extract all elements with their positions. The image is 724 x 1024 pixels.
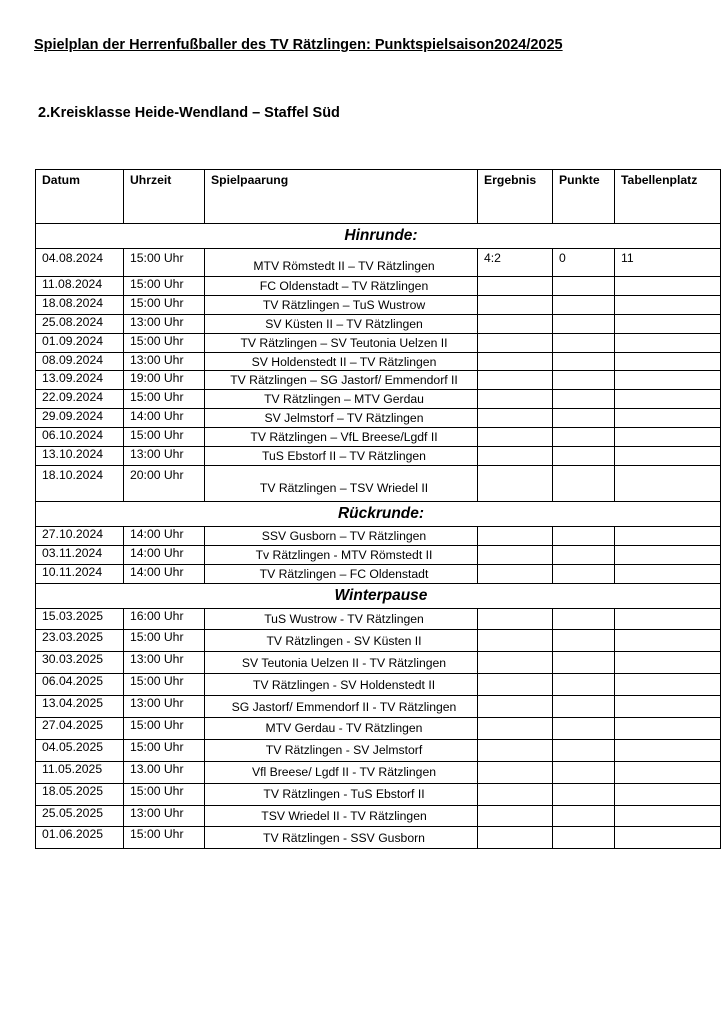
cell-result [478,783,553,805]
cell-match: TV Rätzlingen – VfL Breese/Lgdf II [205,428,478,447]
cell-time: 15:00 Uhr [124,630,205,652]
cell-match: TV Rätzlingen - SSV Gusborn [205,827,478,849]
table-row [36,674,721,696]
cell-place [615,739,721,761]
cell-place [615,718,721,740]
cell-date: 18.08.2024 [36,295,124,314]
cell-time: 15:00 Uhr [124,827,205,849]
col-header-result: Ergebnis [478,170,553,224]
schedule-body [36,224,721,849]
cell-points [553,718,615,740]
cell-place [615,314,721,333]
cell-date: 08.09.2024 [36,352,124,371]
col-header-date: Datum [36,170,124,224]
cell-time: 13:00 Uhr [124,447,205,466]
table-row [36,428,721,447]
col-header-points: Punkte [553,170,615,224]
cell-points [553,409,615,428]
header-row [36,170,721,224]
cell-date: 27.10.2024 [36,526,124,545]
cell-date: 29.09.2024 [36,409,124,428]
section-header-row [36,501,721,526]
table-row [36,564,721,583]
cell-place [615,333,721,352]
cell-date: 27.04.2025 [36,718,124,740]
cell-date: 13.04.2025 [36,696,124,718]
cell-place: 11 [615,249,721,277]
cell-points [553,333,615,352]
cell-result [478,630,553,652]
cell-points [553,761,615,783]
cell-match: TV Rätzlingen - SV Holdenstedt II [205,674,478,696]
cell-date: 25.05.2025 [36,805,124,827]
table-row [36,739,721,761]
cell-match: Vfl Breese/ Lgdf II - TV Rätzlingen [205,761,478,783]
cell-result [478,696,553,718]
table-row [36,827,721,849]
table-row [36,783,721,805]
section-title: Rückrunde: [36,501,721,526]
cell-result [478,761,553,783]
cell-date: 22.09.2024 [36,390,124,409]
cell-date: 15.03.2025 [36,608,124,630]
cell-place [615,295,721,314]
table-row [36,696,721,718]
cell-time: 15:00 Uhr [124,739,205,761]
cell-points [553,526,615,545]
cell-points [553,608,615,630]
cell-points [553,295,615,314]
cell-date: 25.08.2024 [36,314,124,333]
cell-match: TV Rätzlingen – SG Jastorf/ Emmendorf II [205,371,478,390]
section-header-row [36,583,721,608]
cell-result [478,739,553,761]
cell-date: 13.09.2024 [36,371,124,390]
table-row [36,371,721,390]
cell-place [615,696,721,718]
cell-result [478,545,553,564]
cell-result [478,526,553,545]
cell-points [553,371,615,390]
cell-result [478,564,553,583]
cell-time: 19:00 Uhr [124,371,205,390]
cell-time: 15:00 Uhr [124,674,205,696]
cell-result [478,314,553,333]
cell-match: TuS Ebstorf II – TV Rätzlingen [205,447,478,466]
cell-result [478,652,553,674]
cell-result [478,447,553,466]
table-row [36,718,721,740]
cell-place [615,277,721,296]
table-row [36,277,721,296]
table-row [36,652,721,674]
cell-result [478,718,553,740]
cell-points [553,447,615,466]
cell-result [478,352,553,371]
cell-place [615,652,721,674]
cell-match: MTV Gerdau - TV Rätzlingen [205,718,478,740]
cell-time: 15:00 Uhr [124,428,205,447]
cell-date: 04.08.2024 [36,249,124,277]
cell-place [615,526,721,545]
table-row [36,409,721,428]
cell-result [478,465,553,501]
cell-time: 15:00 Uhr [124,295,205,314]
cell-result [478,390,553,409]
cell-date: 03.11.2024 [36,545,124,564]
cell-date: 23.03.2025 [36,630,124,652]
cell-match: TV Rätzlingen – TSV Wriedel II [205,465,478,501]
cell-place [615,630,721,652]
table-row [36,526,721,545]
cell-time: 15:00 Uhr [124,277,205,296]
cell-place [615,783,721,805]
cell-points [553,783,615,805]
cell-place [615,447,721,466]
cell-result [478,295,553,314]
cell-match: TuS Wustrow - TV Rätzlingen [205,608,478,630]
cell-date: 01.06.2025 [36,827,124,849]
table-row [36,761,721,783]
cell-time: 15:00 Uhr [124,249,205,277]
cell-points [553,390,615,409]
section-header-row [36,224,721,249]
cell-match: MTV Römstedt II – TV Rätzlingen [205,249,478,277]
cell-time: 15:00 Uhr [124,333,205,352]
cell-match: TV Rätzlingen - SV Jelmstorf [205,739,478,761]
cell-time: 15:00 Uhr [124,718,205,740]
col-header-match: Spielpaarung [205,170,478,224]
cell-place [615,761,721,783]
cell-match: FC Oldenstadt – TV Rätzlingen [205,277,478,296]
cell-place [615,465,721,501]
cell-time: 14:00 Uhr [124,409,205,428]
cell-result [478,674,553,696]
cell-match: TV Rätzlingen - SV Küsten II [205,630,478,652]
cell-date: 06.04.2025 [36,674,124,696]
cell-place [615,352,721,371]
cell-match: TV Rätzlingen – FC Oldenstadt [205,564,478,583]
cell-date: 18.05.2025 [36,783,124,805]
schedule-table [35,169,721,849]
cell-time: 13:00 Uhr [124,805,205,827]
cell-points [553,564,615,583]
cell-match: TV Rätzlingen - TuS Ebstorf II [205,783,478,805]
col-header-place: Tabellenplatz [615,170,721,224]
cell-points [553,805,615,827]
col-header-time: Uhrzeit [124,170,205,224]
cell-place [615,545,721,564]
cell-match: SV Küsten II – TV Rätzlingen [205,314,478,333]
table-row [36,333,721,352]
cell-place [615,674,721,696]
table-row [36,465,721,501]
section-title: Hinrunde: [36,224,721,249]
cell-points [553,314,615,333]
cell-match: SV Teutonia Uelzen II - TV Rätzlingen [205,652,478,674]
table-row [36,295,721,314]
cell-match: TV Rätzlingen – TuS Wustrow [205,295,478,314]
cell-date: 01.09.2024 [36,333,124,352]
document-title: Spielplan der Herrenfußballer des TV Rätzlingen: Punktspielsaison2024/2025 [34,37,563,53]
cell-date: 04.05.2025 [36,739,124,761]
cell-points [553,652,615,674]
cell-time: 13.00 Uhr [124,761,205,783]
cell-time: 14:00 Uhr [124,526,205,545]
cell-match: Tv Rätzlingen - MTV Römstedt II [205,545,478,564]
cell-date: 11.08.2024 [36,277,124,296]
table-row [36,805,721,827]
cell-result [478,409,553,428]
table-row [36,314,721,333]
table-row [36,249,721,277]
cell-points [553,739,615,761]
cell-date: 18.10.2024 [36,465,124,501]
cell-place [615,564,721,583]
cell-place [615,805,721,827]
cell-points [553,696,615,718]
cell-place [615,428,721,447]
table-row [36,630,721,652]
cell-time: 13:00 Uhr [124,696,205,718]
cell-time: 20:00 Uhr [124,465,205,501]
league-subtitle: 2.Kreisklasse Heide-Wendland – Staffel Süd [38,105,340,121]
cell-date: 06.10.2024 [36,428,124,447]
cell-points [553,428,615,447]
cell-time: 14:00 Uhr [124,564,205,583]
cell-result [478,428,553,447]
cell-result [478,277,553,296]
cell-points [553,630,615,652]
cell-match: TV Rätzlingen – MTV Gerdau [205,390,478,409]
cell-result [478,608,553,630]
cell-time: 16:00 Uhr [124,608,205,630]
cell-points [553,827,615,849]
cell-result [478,805,553,827]
cell-date: 30.03.2025 [36,652,124,674]
table-row [36,608,721,630]
table-row [36,545,721,564]
cell-result [478,827,553,849]
cell-match: SSV Gusborn – TV Rätzlingen [205,526,478,545]
cell-date: 11.05.2025 [36,761,124,783]
table-row [36,390,721,409]
cell-match: SV Jelmstorf – TV Rätzlingen [205,409,478,428]
cell-place [615,371,721,390]
cell-time: 15:00 Uhr [124,783,205,805]
cell-result [478,333,553,352]
cell-time: 13:00 Uhr [124,352,205,371]
table-row [36,352,721,371]
table-row [36,447,721,466]
cell-time: 13:00 Uhr [124,652,205,674]
cell-match: SG Jastorf/ Emmendorf II - TV Rätzlingen [205,696,478,718]
cell-points: 0 [553,249,615,277]
cell-result [478,371,553,390]
cell-place [615,827,721,849]
cell-points [553,545,615,564]
cell-points [553,465,615,501]
cell-place [615,608,721,630]
cell-points [553,674,615,696]
cell-points [553,352,615,371]
cell-time: 15:00 Uhr [124,390,205,409]
cell-points [553,277,615,296]
cell-date: 13.10.2024 [36,447,124,466]
cell-date: 10.11.2024 [36,564,124,583]
section-title: Winterpause [36,583,721,608]
cell-place [615,390,721,409]
cell-match: TV Rätzlingen – SV Teutonia Uelzen II [205,333,478,352]
cell-time: 13:00 Uhr [124,314,205,333]
cell-match: TSV Wriedel II - TV Rätzlingen [205,805,478,827]
cell-match: SV Holdenstedt II – TV Rätzlingen [205,352,478,371]
cell-time: 14:00 Uhr [124,545,205,564]
cell-place [615,409,721,428]
cell-result: 4:2 [478,249,553,277]
